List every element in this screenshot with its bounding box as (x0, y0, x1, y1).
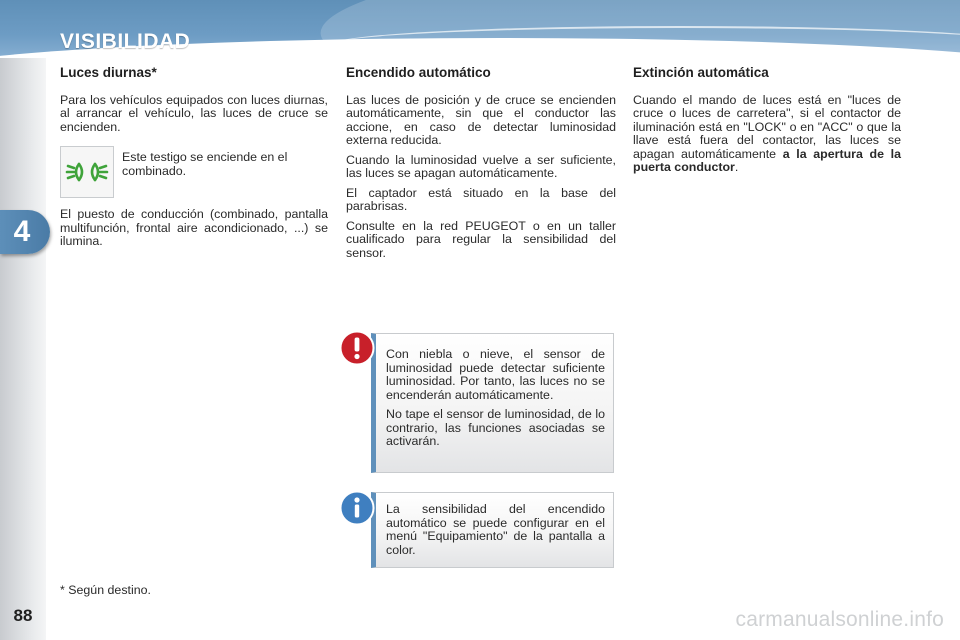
paragraph: Cuando la luminosidad vuelve a ser suficiente, las luces se apagan automáticamente. (346, 152, 616, 180)
section-heading-luces-diurnas: Luces diurnas* (60, 65, 157, 80)
paragraph: Las luces de posición y de cruce se encienden automáticamente, sin que el conductor las accione, en caso de detectar luminosidad externa reducida. (346, 92, 616, 147)
note-paragraph: La sensibilidad del encendido automático se puede configurar en el menú "Equipamiento" de la pantalla a color. (386, 502, 605, 557)
paragraph (633, 94, 901, 175)
paragraph: El puesto de conducción (combinado, pantalla multifunción, frontal aire acondicionado, ...) se ilumina. (60, 207, 328, 248)
column-extincion-automatica (633, 66, 901, 181)
note-paragraph: No tape el sensor de luminosidad, de lo contrario, las funciones asociadas se activarán. (386, 407, 605, 448)
section-heading-encendido-automatico: Encendido automático (346, 65, 491, 80)
page-number: 88 (13, 606, 33, 625)
chapter-number: 4 (13, 215, 31, 248)
paragraph-text: Cuando el mando de luces está en "luces de cruce o luces de carretera", si el contactor de iluminación está en "LOCK" o en "ACC" o que la llave está fuera del contactor, las luces se apagan automáticamente (633, 92, 901, 161)
footnote: * Según destino. (60, 583, 151, 597)
warning-note (371, 333, 614, 473)
paragraph-end: . (734, 160, 739, 174)
exclamation-icon (339, 330, 375, 366)
page-title: VISIBILIDAD (60, 30, 191, 53)
info-note (371, 492, 614, 568)
column-encendido-automatico (346, 66, 616, 266)
paragraph-bold-text: a la apertura de la puerta conductor (633, 146, 901, 174)
daytime-running-lamp-icon (60, 146, 114, 198)
note-paragraph: Con niebla o nieve, el sensor de luminosidad puede detectar suficiente luminosidad. Por tanto, las luces no se encenderán automáticamente. (386, 347, 605, 402)
lamp-description: Este testigo se enciende en el combinado. (122, 150, 288, 178)
paragraph: Consulte en la red PEUGEOT o en un taller cualificado para regular la sensibilidad del sensor. (346, 218, 616, 260)
column-luces-diurnas (60, 66, 328, 255)
lamp-indicator-row (60, 146, 328, 198)
watermark: carmanualsonline.info (735, 608, 944, 631)
sidebar (0, 58, 46, 640)
info-icon (339, 490, 375, 526)
paragraph: Para los vehículos equipados con luces diurnas, al arrancar el vehículo, las luces de cruce se encienden. (60, 92, 328, 134)
paragraph: El captador está situado en la base del parabrisas. (346, 185, 616, 213)
section-heading-extincion-automatica: Extinción automática (633, 65, 769, 80)
